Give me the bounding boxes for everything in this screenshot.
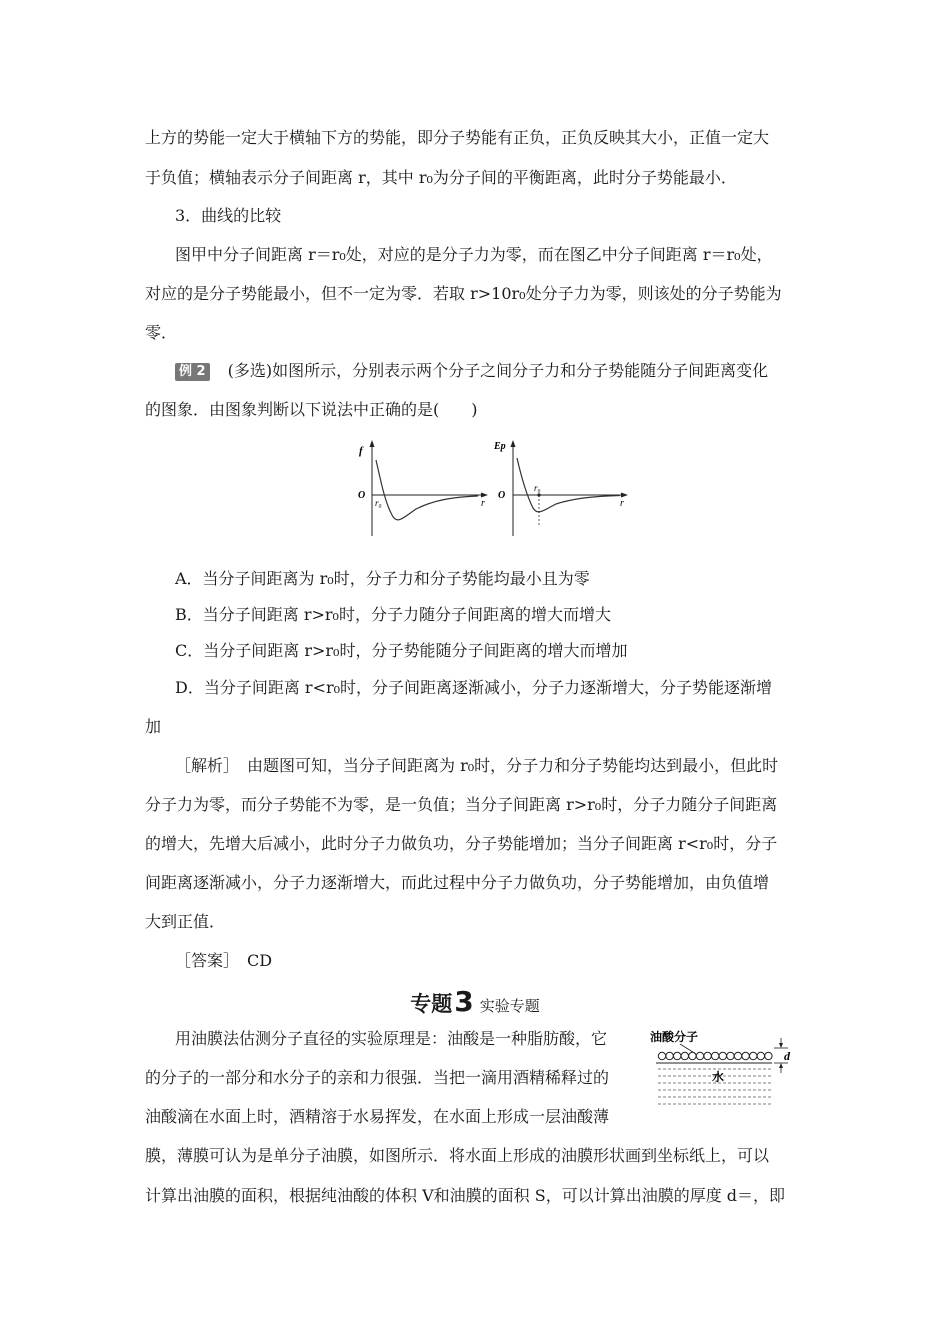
molecule-circle [712, 1052, 719, 1059]
paragraph-line: 对应的是分子势能最小，但不一定为零．若取 r>10r₀处分子力为零，则该处的分子势能为 [145, 284, 782, 303]
paragraph-line: 上方的势能一定大于横轴下方的势能，即分子势能有正负，正负反映其大小，正值一定大 [145, 128, 770, 147]
example-badge: 例 2 [175, 363, 210, 381]
molecule-circle [658, 1052, 665, 1059]
molecule-circle [719, 1052, 726, 1059]
example-question-line [175, 360, 768, 382]
example-question-text: (多选)如图所示，分别表示两个分子之间分子力和分子势能随分子间距离变化 [227, 361, 769, 380]
experiment-line: 膜，薄膜可认为是单分子油膜，如图所示．将水面上形成的油膜形状画到坐标纸上，可以 [145, 1146, 770, 1165]
experiment-line: 用油膜法估测分子直径的实验原理是：油酸是一种脂肪酸，它 [175, 1029, 608, 1048]
molecule-circle [765, 1052, 772, 1059]
topic-number: 3 [454, 985, 474, 1018]
r0-label: r₀ [534, 483, 541, 493]
paragraph-line: 零． [145, 323, 178, 342]
molecule-circle [689, 1052, 696, 1059]
analysis-line: 的增大，先增大后减小，此时分子力做负功，分子势能增加；当分子间距离 r<r₀时，分子 [145, 834, 778, 853]
molecule-circle [696, 1052, 703, 1059]
option-d: D．当分子间距离 r<r₀时，分子间距离逐渐减小，分子力逐渐增大，分子势能逐渐增 [175, 678, 773, 697]
option-d-continued: 加 [145, 717, 162, 736]
paragraph-line: 图甲中分子间距离 r＝r₀处，对应的是分子力为零，而在图乙中分子间距离 r＝r₀处， [175, 245, 773, 264]
molecule-circle [734, 1052, 741, 1059]
molecule-circle [704, 1052, 711, 1059]
analysis-line: 大到正值． [145, 912, 226, 931]
oil-film-diagram [648, 1027, 798, 1117]
thickness-label: d [784, 1049, 790, 1063]
r0-label: r₀ [375, 498, 382, 508]
option-c: C．当分子间距离 r>r₀时，分子势能随分子间距离的增大而增加 [175, 641, 628, 660]
x-axis-label: r [620, 498, 624, 509]
molecule-circle [666, 1052, 673, 1059]
topic-subtitle: 实验专题 [479, 997, 540, 1015]
analysis-line: 分子力为零，而分子势能不为零，是一负值；当分子间距离 r>r₀时，分子力随分子间距离 [145, 795, 778, 814]
section-heading: 3．曲线的比较 [175, 206, 282, 225]
y-axis-label: f [359, 445, 363, 457]
molecule-circle [757, 1052, 764, 1059]
molecule-label: 油酸分子 [650, 1030, 699, 1044]
experiment-line: 计算出油膜的面积，根据纯油酸的体积 V和油膜的面积 S，可以计算出油膜的厚度 d＝，即 [145, 1186, 786, 1205]
paragraph-line: 于负值；横轴表示分子间距离 r，其中 r₀为分子间的平衡距离，此时分子势能最小． [145, 168, 737, 187]
analysis-line: 间距离逐渐减小，分子力逐渐增大，而此过程中分子力做负功，分子势能增加，由负值增 [145, 873, 770, 892]
experiment-line: 的分子的一部分和水分子的亲和力很强．当把一滴用酒精稀释过的 [145, 1068, 610, 1087]
example-question-line: 的图象．由图象判断以下说法中正确的是( ) [145, 400, 478, 419]
molecule-circle [681, 1052, 688, 1059]
water-label: 水 [712, 1070, 725, 1084]
experiment-line: 油酸滴在水面上时，酒精溶于水易挥发，在水面上形成一层油酸薄 [145, 1107, 610, 1126]
molecule-circle [674, 1052, 681, 1059]
origin-label: O [358, 490, 366, 501]
origin-label: O [498, 490, 506, 501]
topic-heading [0, 985, 950, 1018]
y-axis-label: Ep [494, 441, 506, 452]
option-b: B．当分子间距离 r>r₀时，分子力随分子间距离的增大而增大 [175, 605, 611, 624]
molecule-circle [750, 1052, 757, 1059]
option-a: A．当分子间距离为 r₀时，分子力和分子势能均最小且为零 [175, 569, 590, 588]
force-potential-graphs [350, 436, 650, 546]
topic-title: 专题 [410, 992, 453, 1016]
analysis-line: ［解析］ 由题图可知，当分子间距离为 r₀时，分子力和分子势能均达到最小，但此时 [175, 756, 779, 775]
x-axis-label: r [481, 498, 485, 509]
molecule-circle [742, 1052, 749, 1059]
answer-line: ［答案］ CD [175, 951, 273, 970]
molecule-circle [727, 1052, 734, 1059]
